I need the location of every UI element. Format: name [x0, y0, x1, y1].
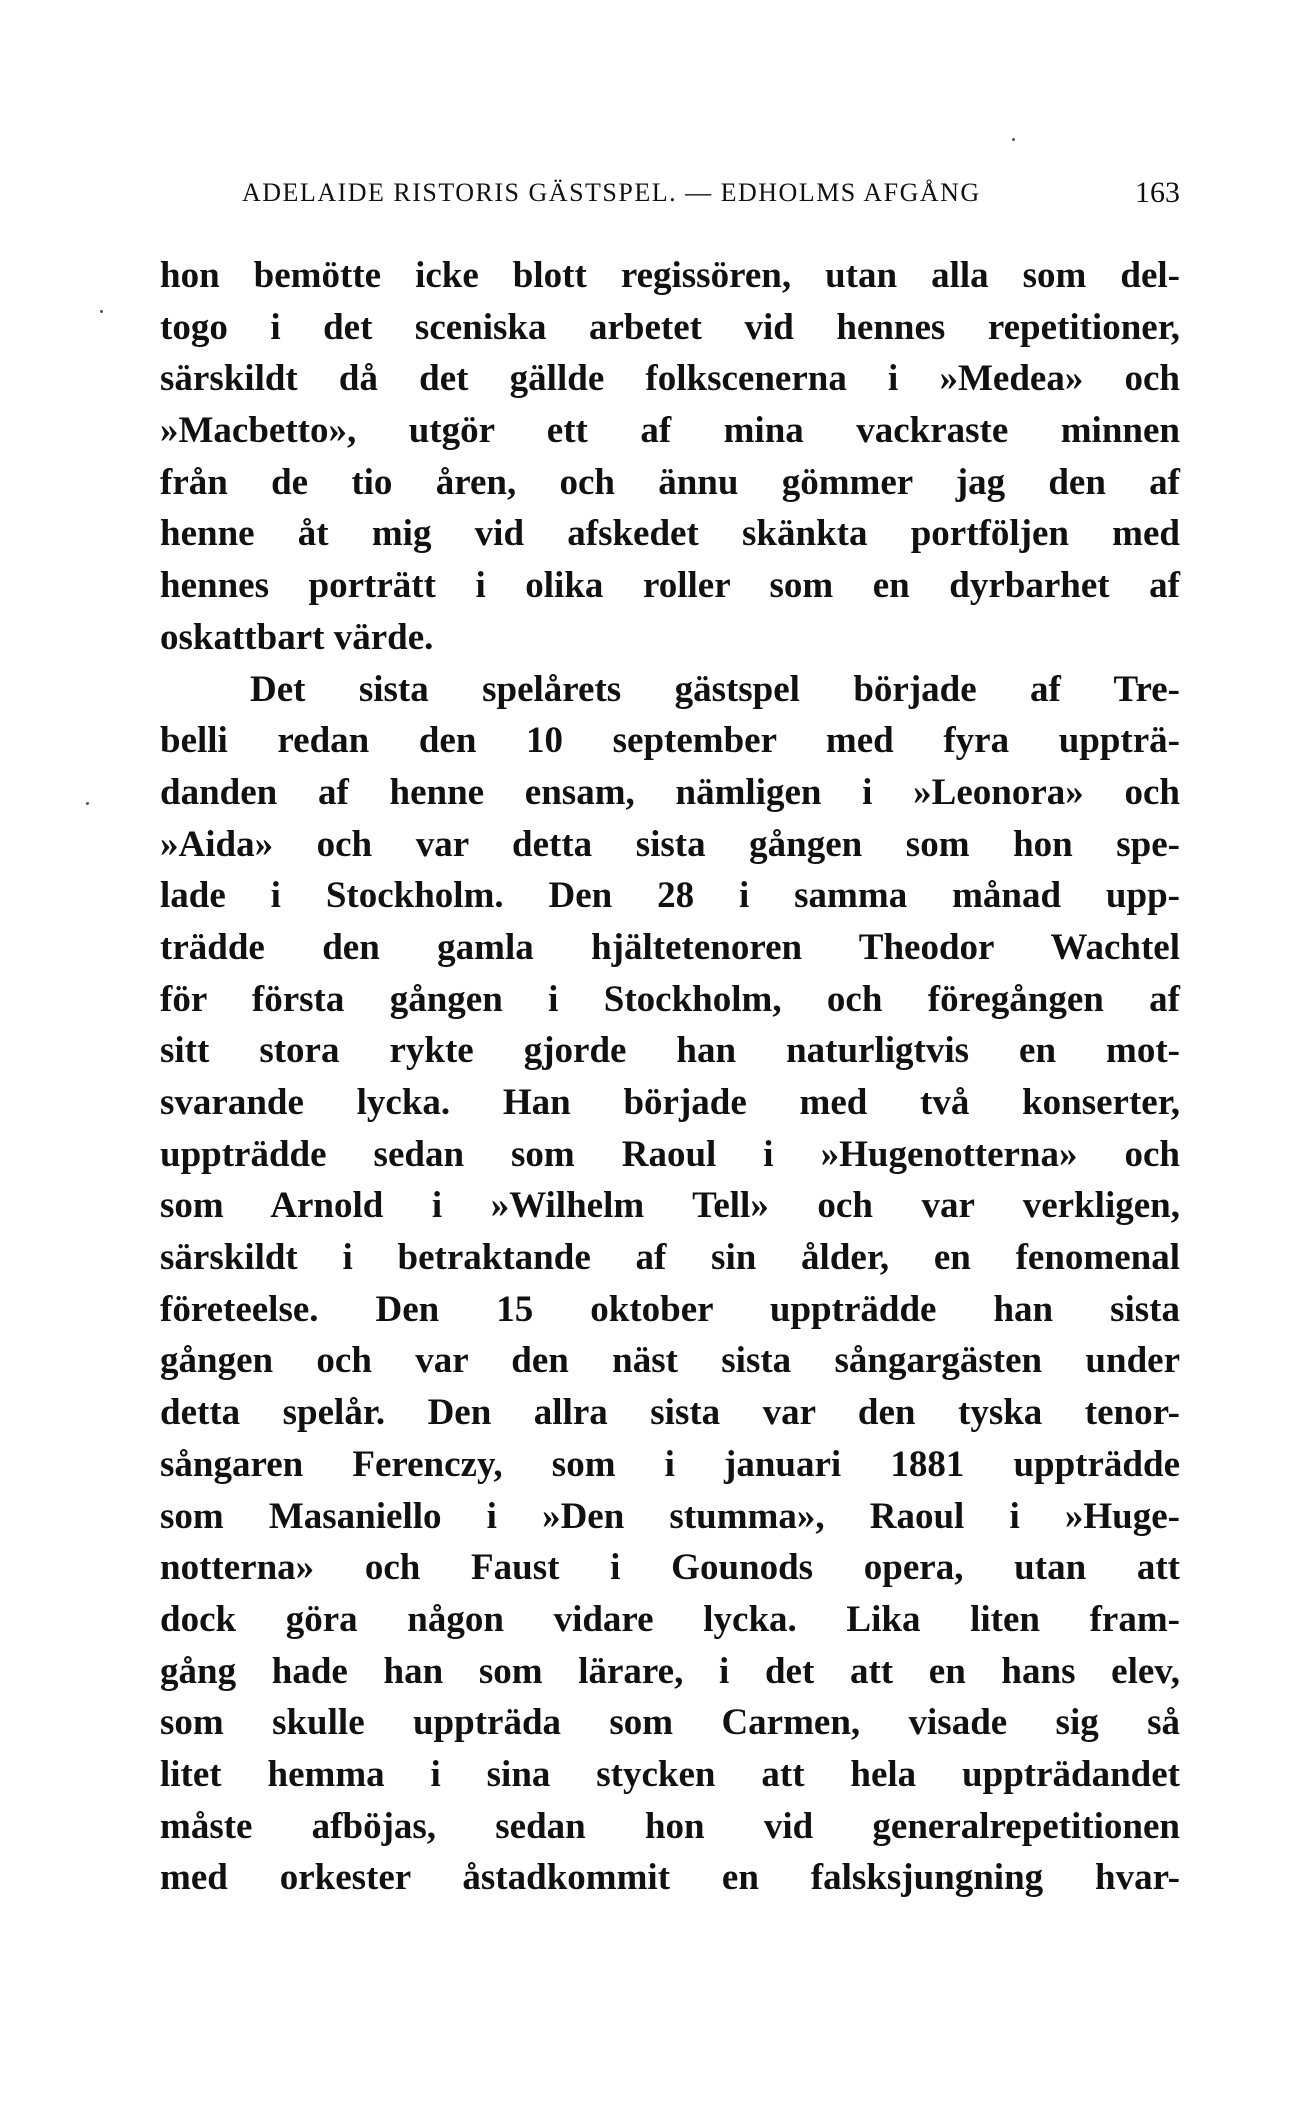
text-line: måste afböjas, sedan hon vid generalrepetitionen — [160, 1805, 1180, 1847]
text-line: trädde den gamla hjältetenoren Theodor Wachtel — [160, 926, 1180, 968]
text-line: dock göra någon vidare lycka. Lika liten fram- — [160, 1598, 1180, 1640]
text-line: lade i Stockholm. Den 28 i samma månad upp- — [160, 875, 1180, 917]
text-line: som Masaniello i »Den stumma», Raoul i »Huge- — [160, 1495, 1180, 1537]
text-line: henne åt mig vid afskedet skänkta portföljen med — [160, 513, 1180, 555]
text-line: företeelse. Den 15 oktober uppträdde han sista — [160, 1288, 1180, 1330]
text-line: Det sista spelårets gästspel började af Tre- — [250, 668, 1180, 710]
text-line: hennes porträtt i olika roller som en dyrbarhet af — [160, 565, 1180, 607]
paper-speck — [86, 802, 89, 805]
text-line: oskattbart värde. — [160, 616, 434, 658]
text-line: uppträdde sedan som Raoul i »Hugenotterna» och — [160, 1133, 1180, 1175]
text-line: notterna» och Faust i Gounods opera, utan att — [160, 1547, 1180, 1589]
text-line: hon bemötte icke blott regissören, utan alla som del- — [160, 255, 1180, 296]
text-line: från de tio åren, och ännu gömmer jag den af — [160, 461, 1180, 503]
text-line: med orkester åstadkommit en falsksjungning hvar- — [160, 1857, 1180, 1899]
text-line: som skulle uppträda som Carmen, visade sig så — [160, 1702, 1180, 1744]
text-line: särskildt i betraktande af sin ålder, en fenomenal — [160, 1237, 1180, 1279]
text-line: sångaren Ferenczy, som i januari 1881 uppträdde — [160, 1443, 1180, 1485]
body-text — [160, 250, 1180, 1904]
text-line: för första gången i Stockholm, och föregången af — [160, 978, 1180, 1020]
page-number: 163 — [1135, 176, 1180, 209]
paper-speck — [100, 310, 103, 313]
running-head — [242, 178, 1180, 218]
paper-speck — [1012, 138, 1015, 141]
text-line: litet hemma i sina stycken att hela uppträdandet — [160, 1753, 1180, 1795]
text-line: gång hade han som lärare, i det att en hans elev, — [160, 1650, 1180, 1692]
text-line: särskildt då det gällde folkscenerna i »Medea» och — [160, 358, 1180, 400]
text-line: togo i det sceniska arbetet vid hennes repetitioner, — [160, 306, 1180, 348]
text-line: gången och var den näst sista sångargästen under — [160, 1340, 1180, 1382]
text-line: danden af henne ensam, nämligen i »Leonora» och — [160, 771, 1180, 813]
text-line: belli redan den 10 september med fyra uppträ- — [160, 720, 1180, 762]
text-line: svarande lycka. Han började med två konserter, — [160, 1082, 1180, 1123]
text-line: »Macbetto», utgör ett af mina vackraste minnen — [160, 410, 1180, 452]
text-line: som Arnold i »Wilhelm Tell» och var verkligen, — [160, 1185, 1180, 1227]
text-line: sitt stora rykte gjorde han naturligtvis en mot- — [160, 1030, 1180, 1072]
text-line: »Aida» och var detta sista gången som hon spe- — [160, 823, 1180, 865]
running-title: ADELAIDE RISTORIS GÄSTSPEL. — EDHOLMS AFGÅNG — [242, 178, 981, 207]
text-line: detta spelår. Den allra sista var den tyska tenor- — [160, 1392, 1180, 1434]
